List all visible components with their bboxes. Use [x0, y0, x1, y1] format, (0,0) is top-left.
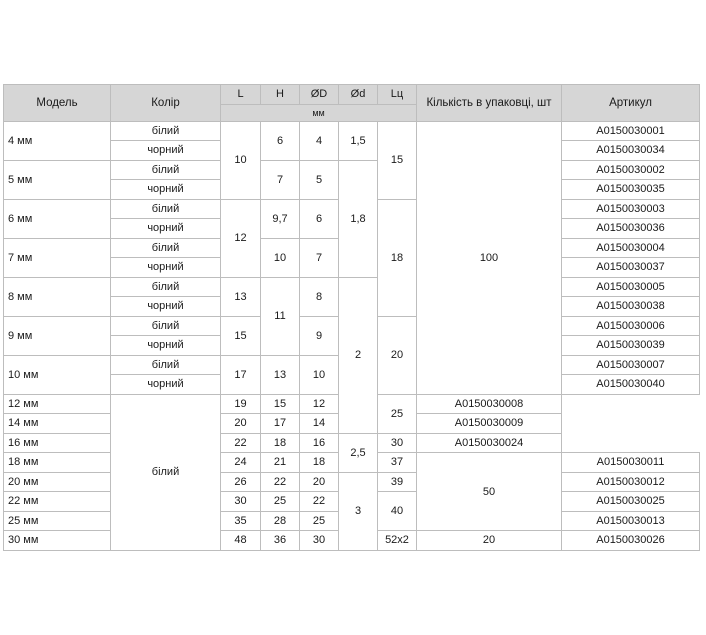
- D-cell: 18: [300, 453, 339, 473]
- color-cell: чорний: [111, 336, 221, 356]
- model-cell: 7 мм: [4, 238, 111, 277]
- header-model: Модель: [4, 85, 111, 122]
- L-cell: 24: [221, 453, 261, 473]
- model-cell: 16 мм: [4, 433, 111, 453]
- D-cell: 5: [300, 160, 339, 199]
- article-cell: A0150030013: [562, 511, 700, 531]
- article-cell: A0150030034: [562, 141, 700, 161]
- d-cell: 2,5: [339, 433, 378, 472]
- D-cell: 14: [300, 414, 339, 434]
- article-cell: A0150030038: [562, 297, 700, 317]
- D-cell: 10: [300, 355, 339, 394]
- D-cell: 25: [300, 511, 339, 531]
- Lc-cell: 15: [378, 121, 417, 199]
- color-cell: білий: [111, 121, 221, 141]
- model-cell: 6 мм: [4, 199, 111, 238]
- color-cell: білий: [111, 316, 221, 336]
- Lc-cell: 52x2: [378, 531, 417, 551]
- L-cell: 20: [221, 414, 261, 434]
- color-cell: чорний: [111, 141, 221, 161]
- article-cell: A0150030009: [417, 414, 562, 434]
- header-H: H: [261, 85, 300, 105]
- color-cell: білий: [111, 199, 221, 219]
- model-cell: 25 мм: [4, 511, 111, 531]
- H-cell: 9,7: [261, 199, 300, 238]
- Lc-cell: 37: [378, 453, 417, 473]
- header-article: Артикул: [562, 85, 700, 122]
- H-cell: 10: [261, 238, 300, 277]
- Lc-cell: 18: [378, 199, 417, 316]
- article-cell: A0150030025: [562, 492, 700, 512]
- D-cell: 9: [300, 316, 339, 355]
- article-cell: A0150030001: [562, 121, 700, 141]
- d-cell: 1,5: [339, 121, 378, 160]
- H-cell: 28: [261, 511, 300, 531]
- color-cell: чорний: [111, 180, 221, 200]
- model-cell: 22 мм: [4, 492, 111, 512]
- article-cell: A0150030003: [562, 199, 700, 219]
- L-cell: 17: [221, 355, 261, 394]
- H-cell: 18: [261, 433, 300, 453]
- model-cell: 10 мм: [4, 355, 111, 394]
- L-cell: 13: [221, 277, 261, 316]
- L-cell: 26: [221, 472, 261, 492]
- L-cell: 30: [221, 492, 261, 512]
- H-cell: 13: [261, 355, 300, 394]
- header-color: Колір: [111, 85, 221, 122]
- H-cell: 22: [261, 472, 300, 492]
- article-cell: A0150030007: [562, 355, 700, 375]
- article-cell: A0150030039: [562, 336, 700, 356]
- article-cell: A0150030002: [562, 160, 700, 180]
- color-cell: білий: [111, 394, 221, 550]
- header-units: мм: [221, 104, 417, 121]
- L-cell: 19: [221, 394, 261, 414]
- H-cell: 7: [261, 160, 300, 199]
- D-cell: 12: [300, 394, 339, 414]
- article-cell: A0150030036: [562, 219, 700, 239]
- model-cell: 20 мм: [4, 472, 111, 492]
- H-cell: 21: [261, 453, 300, 473]
- d-cell: 1,8: [339, 160, 378, 277]
- header-L: L: [221, 85, 261, 105]
- model-cell: 8 мм: [4, 277, 111, 316]
- model-cell: 9 мм: [4, 316, 111, 355]
- L-cell: 35: [221, 511, 261, 531]
- article-cell: A0150030006: [562, 316, 700, 336]
- D-cell: 16: [300, 433, 339, 453]
- H-cell: 36: [261, 531, 300, 551]
- model-cell: 18 мм: [4, 453, 111, 473]
- model-cell: 5 мм: [4, 160, 111, 199]
- Lc-cell: 39: [378, 472, 417, 492]
- D-cell: 20: [300, 472, 339, 492]
- H-cell: 25: [261, 492, 300, 512]
- article-cell: A0150030004: [562, 238, 700, 258]
- article-cell: A0150030040: [562, 375, 700, 395]
- color-cell: чорний: [111, 258, 221, 278]
- color-cell: чорний: [111, 219, 221, 239]
- article-cell: A0150030026: [562, 531, 700, 551]
- qty-cell: 20: [417, 531, 562, 551]
- L-cell: 12: [221, 199, 261, 277]
- model-cell: 14 мм: [4, 414, 111, 434]
- article-cell: A0150030005: [562, 277, 700, 297]
- model-cell: 12 мм: [4, 394, 111, 414]
- D-cell: 22: [300, 492, 339, 512]
- D-cell: 4: [300, 121, 339, 160]
- Lc-cell: 30: [378, 433, 417, 453]
- D-cell: 30: [300, 531, 339, 551]
- spec-table: [3, 84, 700, 551]
- model-cell: 4 мм: [4, 121, 111, 160]
- header-d: Ød: [339, 85, 378, 105]
- color-cell: чорний: [111, 375, 221, 395]
- color-cell: білий: [111, 355, 221, 375]
- article-cell: A0150030037: [562, 258, 700, 278]
- qty-cell: 50: [417, 453, 562, 531]
- D-cell: 7: [300, 238, 339, 277]
- article-cell: A0150030011: [562, 453, 700, 473]
- L-cell: 22: [221, 433, 261, 453]
- L-cell: 10: [221, 121, 261, 199]
- color-cell: білий: [111, 238, 221, 258]
- H-cell: 17: [261, 414, 300, 434]
- Lc-cell: 20: [378, 316, 417, 394]
- qty-cell: 100: [417, 121, 562, 394]
- article-cell: A0150030035: [562, 180, 700, 200]
- color-cell: білий: [111, 160, 221, 180]
- article-cell: A0150030024: [417, 433, 562, 453]
- header-D: ØD: [300, 85, 339, 105]
- d-cell: 3: [339, 472, 378, 550]
- L-cell: 15: [221, 316, 261, 355]
- header-qty: Кількість в упаковці, шт: [417, 85, 562, 122]
- L-cell: 48: [221, 531, 261, 551]
- d-cell: 2: [339, 277, 378, 433]
- D-cell: 8: [300, 277, 339, 316]
- Lc-cell: 25: [378, 394, 417, 433]
- H-cell: 15: [261, 394, 300, 414]
- color-cell: білий: [111, 277, 221, 297]
- color-cell: чорний: [111, 297, 221, 317]
- header-Lc: Lц: [378, 85, 417, 105]
- article-cell: A0150030012: [562, 472, 700, 492]
- article-cell: A0150030008: [417, 394, 562, 414]
- H-cell: 6: [261, 121, 300, 160]
- D-cell: 6: [300, 199, 339, 238]
- H-cell: 11: [261, 277, 300, 355]
- Lc-cell: 40: [378, 492, 417, 531]
- model-cell: 30 мм: [4, 531, 111, 551]
